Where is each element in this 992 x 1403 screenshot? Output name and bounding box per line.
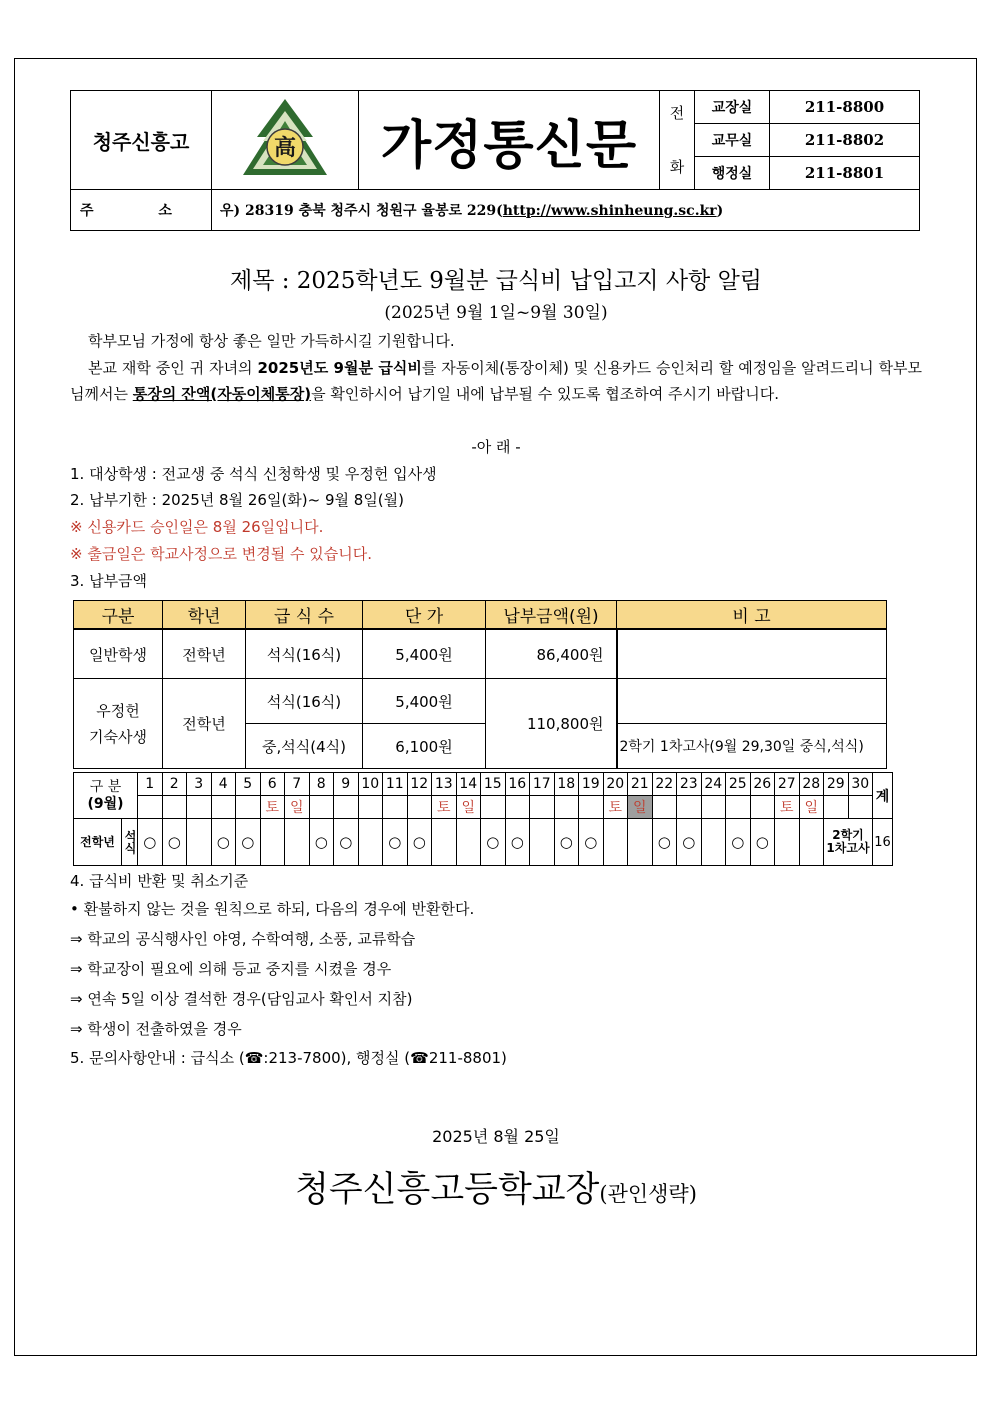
calendar-meal-mark: ○ xyxy=(505,819,530,866)
row-meal: 석식 xyxy=(122,819,138,866)
calendar-day: 6 xyxy=(260,773,285,796)
cell-type: 우정헌 기숙사생 xyxy=(74,679,163,769)
contact-info: 5. 문의사항안내 : 급식소 (☎:213-7800), 행정실 (☎211-8801) xyxy=(70,1049,507,1067)
calendar-day: 8 xyxy=(309,773,334,796)
calendar-meal-mark xyxy=(530,819,555,866)
calendar-weekday: 토 xyxy=(775,796,800,819)
calendar-weekday: 토 xyxy=(603,796,628,819)
cell-grade: 전학년 xyxy=(163,629,246,679)
calendar-weekday xyxy=(162,796,187,819)
calendar-meal-mark xyxy=(775,819,800,866)
greeting: 학부모님 가정에 항상 좋은 일만 가득하시길 기원합니다. xyxy=(88,332,455,350)
calendar-meal-mark: ○ xyxy=(554,819,579,866)
calendar-meal-mark xyxy=(187,819,212,866)
school-website-link[interactable]: http://www.shinheung.sc.kr xyxy=(502,203,717,219)
table-row xyxy=(74,629,887,679)
calendar-weekday xyxy=(407,796,432,819)
calendar-day: 1 xyxy=(138,773,163,796)
item-3: 3. 납부금액 xyxy=(70,572,148,590)
calendar-days-row xyxy=(74,773,893,796)
calendar-day: 28 xyxy=(799,773,824,796)
calendar-weekday xyxy=(138,796,163,819)
calendar-day: 11 xyxy=(383,773,408,796)
calendar-day: 14 xyxy=(456,773,481,796)
cell-type: 일반학생 xyxy=(74,629,163,679)
calendar-weekday xyxy=(824,796,849,819)
calendar-weekday: 토 xyxy=(432,796,457,819)
row-grade: 전학년 xyxy=(74,819,122,866)
calendar-meal-mark: ○ xyxy=(334,819,359,866)
calendar-label xyxy=(74,773,138,819)
table-header-row xyxy=(74,601,887,630)
school-name: 청주신흥고 xyxy=(71,91,212,190)
address-label: 주 소 xyxy=(71,190,212,231)
calendar-weekday xyxy=(236,796,261,819)
col-header: 단 가 xyxy=(363,601,486,630)
calendar-meal-mark xyxy=(603,819,628,866)
calendar-weekday xyxy=(701,796,726,819)
calendar-weekday xyxy=(358,796,383,819)
calendar-day: 24 xyxy=(701,773,726,796)
calendar-meal-mark xyxy=(285,819,310,866)
calendar-weekday xyxy=(505,796,530,819)
calendar-meal-mark xyxy=(456,819,481,866)
calendar-day: 21 xyxy=(628,773,653,796)
calendar-meal-mark: ○ xyxy=(309,819,334,866)
calendar-meal-mark: ○ xyxy=(407,819,432,866)
calendar-day: 22 xyxy=(652,773,677,796)
calendar-weekday xyxy=(652,796,677,819)
calendar-meal-mark xyxy=(358,819,383,866)
calendar-meal-mark: ○ xyxy=(138,819,163,866)
cell-note xyxy=(617,679,887,724)
calendar-weekday: 일 xyxy=(628,796,653,819)
body-underline: 통장의 잔액(자동이체통장) xyxy=(132,385,312,403)
calendar-weekday: 일 xyxy=(456,796,481,819)
calendar-day: 27 xyxy=(775,773,800,796)
item-2: 2. 납부기한 : 2025년 8월 26일(화)~ 9월 8일(월) xyxy=(70,491,405,509)
calendar-meal-mark xyxy=(260,819,285,866)
col-header: 비 고 xyxy=(617,601,887,630)
letter-header xyxy=(70,90,920,231)
school-emblem-icon xyxy=(237,97,333,179)
warning-2: ※ 출금일은 학교사정으로 변경될 수 있습니다. xyxy=(70,545,372,563)
signature xyxy=(0,1162,992,1212)
phone-number: 211-8800 xyxy=(770,91,920,124)
calendar-meal-mark: ○ xyxy=(211,819,236,866)
calendar-day: 5 xyxy=(236,773,261,796)
refund-case: ⇒ 학교장이 필요에 의해 등교 중지를 시켰을 경우 xyxy=(70,960,392,978)
calendar-meal-mark xyxy=(432,819,457,866)
body-text-2: 를 자동이체(통장이체) 및 신용카드 승인처리 할 예정임을 알려드리니 학부모님께서는 xyxy=(70,359,923,403)
calendar-total: 16 xyxy=(873,819,893,866)
calendar-day: 15 xyxy=(481,773,506,796)
calendar-meal-mark: ○ xyxy=(383,819,408,866)
calendar-weekday xyxy=(481,796,506,819)
calendar-exam-note: 2학기 1차고사 xyxy=(824,819,873,866)
refund-case: ⇒ 연속 5일 이상 결석한 경우(담임교사 확인서 지참) xyxy=(70,990,413,1008)
calendar-meal-mark: ○ xyxy=(750,819,775,866)
tel-label-2: 화 xyxy=(669,158,685,176)
cell-meals: 석식(16식) xyxy=(246,679,363,724)
calendar-day: 29 xyxy=(824,773,849,796)
calendar-weekday xyxy=(579,796,604,819)
amount-table xyxy=(73,600,887,769)
calendar-day: 16 xyxy=(505,773,530,796)
phone-label: 행정실 xyxy=(695,157,770,190)
calendar-total-label: 계 xyxy=(873,773,893,819)
calendar-day: 25 xyxy=(726,773,751,796)
calendar-weekday xyxy=(187,796,212,819)
calendar-weekday xyxy=(726,796,751,819)
calendar-day: 18 xyxy=(554,773,579,796)
calendar-weekday xyxy=(309,796,334,819)
address-close: ) xyxy=(716,203,724,219)
seal-note: (관인생략) xyxy=(599,1182,697,1206)
col-header: 납부금액(원) xyxy=(486,601,617,630)
signature-name: 청주신흥고등학교장 xyxy=(295,1170,600,1210)
calendar-weekday: 일 xyxy=(799,796,824,819)
calendar-label-2: (9월) xyxy=(87,795,124,812)
refund-case: ⇒ 학생이 전출하였을 경우 xyxy=(70,1020,242,1038)
calendar-day: 26 xyxy=(750,773,775,796)
calendar-day: 9 xyxy=(334,773,359,796)
calendar-day: 13 xyxy=(432,773,457,796)
calendar-weekday xyxy=(383,796,408,819)
calendar-day: 4 xyxy=(211,773,236,796)
cell-meals: 석식(16식) xyxy=(246,629,363,679)
calendar-weekday xyxy=(530,796,555,819)
logo-char: 高 xyxy=(273,135,297,161)
calendar-meal-mark: ○ xyxy=(481,819,506,866)
col-header: 급 식 수 xyxy=(246,601,363,630)
col-header: 구분 xyxy=(74,601,163,630)
refund-case: ⇒ 학교의 공식행사인 야영, 수학여행, 소풍, 교류학습 xyxy=(70,930,416,948)
calendar-meal-mark: ○ xyxy=(236,819,261,866)
address-text: 우) 28319 충북 청주시 청원구 율봉로 229( xyxy=(220,203,503,219)
notice-period: (2025년 9월 1일~9월 30일) xyxy=(384,303,608,323)
calendar-weekday xyxy=(554,796,579,819)
table-row xyxy=(74,679,887,724)
cell-price: 5,400원 xyxy=(363,679,486,724)
calendar-meal-mark xyxy=(628,819,653,866)
school-logo xyxy=(212,91,359,190)
calendar-meal-mark xyxy=(701,819,726,866)
calendar-meal-mark: ○ xyxy=(726,819,751,866)
phone-number: 211-8802 xyxy=(770,124,920,157)
calendar-day: 19 xyxy=(579,773,604,796)
calendar-day: 23 xyxy=(677,773,702,796)
calendar-day: 2 xyxy=(162,773,187,796)
calendar-day: 30 xyxy=(848,773,873,796)
calendar-day: 20 xyxy=(603,773,628,796)
note-heading: -아 래 - xyxy=(471,438,521,456)
col-header: 학년 xyxy=(163,601,246,630)
cell-meals: 중,석식(4식) xyxy=(246,724,363,769)
body-paragraph xyxy=(70,355,922,407)
cell-total: 110,800원 xyxy=(486,679,617,769)
calendar-meal-mark xyxy=(799,819,824,866)
calendar-weekday xyxy=(334,796,359,819)
issue-date: 2025년 8월 25일 xyxy=(432,1127,560,1146)
tel-label-1: 전 xyxy=(669,104,685,122)
calendar-day: 3 xyxy=(187,773,212,796)
calendar-meal-mark: ○ xyxy=(652,819,677,866)
calendar-meal-row xyxy=(74,819,893,866)
body-text-1: 본교 재학 중인 귀 자녀의 xyxy=(88,359,258,377)
refund-heading: 4. 급식비 반환 및 취소기준 xyxy=(70,872,249,890)
cell-price: 6,100원 xyxy=(363,724,486,769)
phone-label: 교무실 xyxy=(695,124,770,157)
calendar-weekday xyxy=(211,796,236,819)
calendar-day: 12 xyxy=(407,773,432,796)
phone-label: 교장실 xyxy=(695,91,770,124)
cell-grade: 전학년 xyxy=(163,679,246,769)
cell-total: 86,400원 xyxy=(486,629,617,679)
calendar-label-1: 구 분 xyxy=(89,778,122,795)
calendar-weekday xyxy=(677,796,702,819)
tel-label xyxy=(660,91,695,190)
notice-title: 제목 : 2025학년도 9월분 급식비 납입고지 사항 알림 xyxy=(229,268,763,294)
calendar-weekday xyxy=(750,796,775,819)
cell-note xyxy=(617,629,887,679)
cell-note: 2학기 1차고사(9월 29,30일 중식,석식) xyxy=(617,724,887,769)
body-text-3: 을 확인하시어 납기일 내에 납부될 수 있도록 협조하여 주시기 바랍니다. xyxy=(311,385,779,403)
calendar-weekday xyxy=(848,796,873,819)
phone-number: 211-8801 xyxy=(770,157,920,190)
warning-1: ※ 신용카드 승인일은 8월 26일입니다. xyxy=(70,518,324,536)
calendar-meal-mark: ○ xyxy=(677,819,702,866)
calendar-day: 17 xyxy=(530,773,555,796)
item-1: 1. 대상학생 : 전교생 중 석식 신청학생 및 우정헌 입사생 xyxy=(70,465,437,483)
calendar-meal-mark: ○ xyxy=(162,819,187,866)
calendar-weekday-row xyxy=(74,796,893,819)
cell-price: 5,400원 xyxy=(363,629,486,679)
calendar-day: 10 xyxy=(358,773,383,796)
calendar-weekday: 토 xyxy=(260,796,285,819)
calendar-meal-mark: ○ xyxy=(579,819,604,866)
newsletter-title: 가정통신문 xyxy=(359,91,660,190)
meal-calendar xyxy=(73,772,893,866)
address-value xyxy=(212,190,920,231)
refund-principle: • 환불하지 않는 것을 원칙으로 하되, 다음의 경우에 반환한다. xyxy=(70,900,475,918)
calendar-day: 7 xyxy=(285,773,310,796)
body-bold: 2025년도 9월분 급식비 xyxy=(257,359,422,377)
calendar-weekday: 일 xyxy=(285,796,310,819)
